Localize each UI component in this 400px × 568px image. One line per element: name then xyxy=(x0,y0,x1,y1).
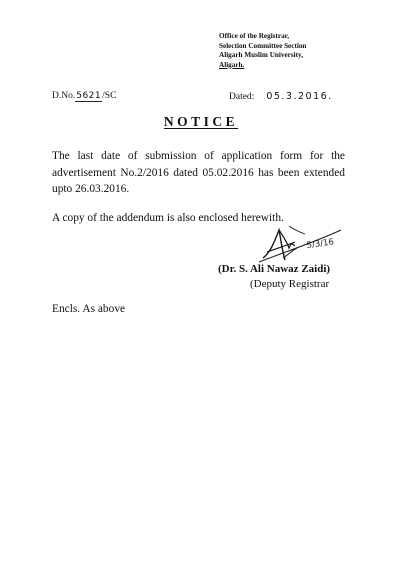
dated-handwritten: 05.3.2016. xyxy=(266,91,333,102)
notice-paragraph-extension: The last date of submission of application form for the advertisement No.2/2016 dated 05.02.2016 has been extended upto 26.03.2016. xyxy=(52,150,345,195)
dispatch-number xyxy=(52,91,116,102)
office-line-city: Aligarh. xyxy=(219,60,245,69)
signatory-name: (Dr. S. Ali Nawaz Zaidi) xyxy=(218,263,331,275)
office-line-registrar: Office of the Registrar, xyxy=(219,32,289,40)
dated-label: Dated: xyxy=(229,92,255,102)
signatory-title: (Deputy Registrar xyxy=(250,278,330,290)
signature-graphic xyxy=(255,222,345,268)
enclosure-note: Encls. As above xyxy=(52,303,126,315)
notice-heading xyxy=(0,114,400,130)
office-address-block xyxy=(219,32,306,70)
notice-paragraph-addendum: A copy of the addendum is also enclosed herewith. xyxy=(52,212,284,224)
office-line-section: Selection Committee Section xyxy=(219,41,307,50)
dated-field xyxy=(229,91,333,102)
notice-title: NOTICE xyxy=(163,114,239,129)
dispatch-number-suffix: /SC xyxy=(102,91,117,101)
dispatch-number-prefix: D.No. xyxy=(52,91,76,101)
dispatch-number-handwritten: 5621 xyxy=(76,91,102,101)
office-line-university: Aligarh Muslim University, xyxy=(219,51,304,59)
signature-date: 5/3/16 xyxy=(306,237,335,251)
